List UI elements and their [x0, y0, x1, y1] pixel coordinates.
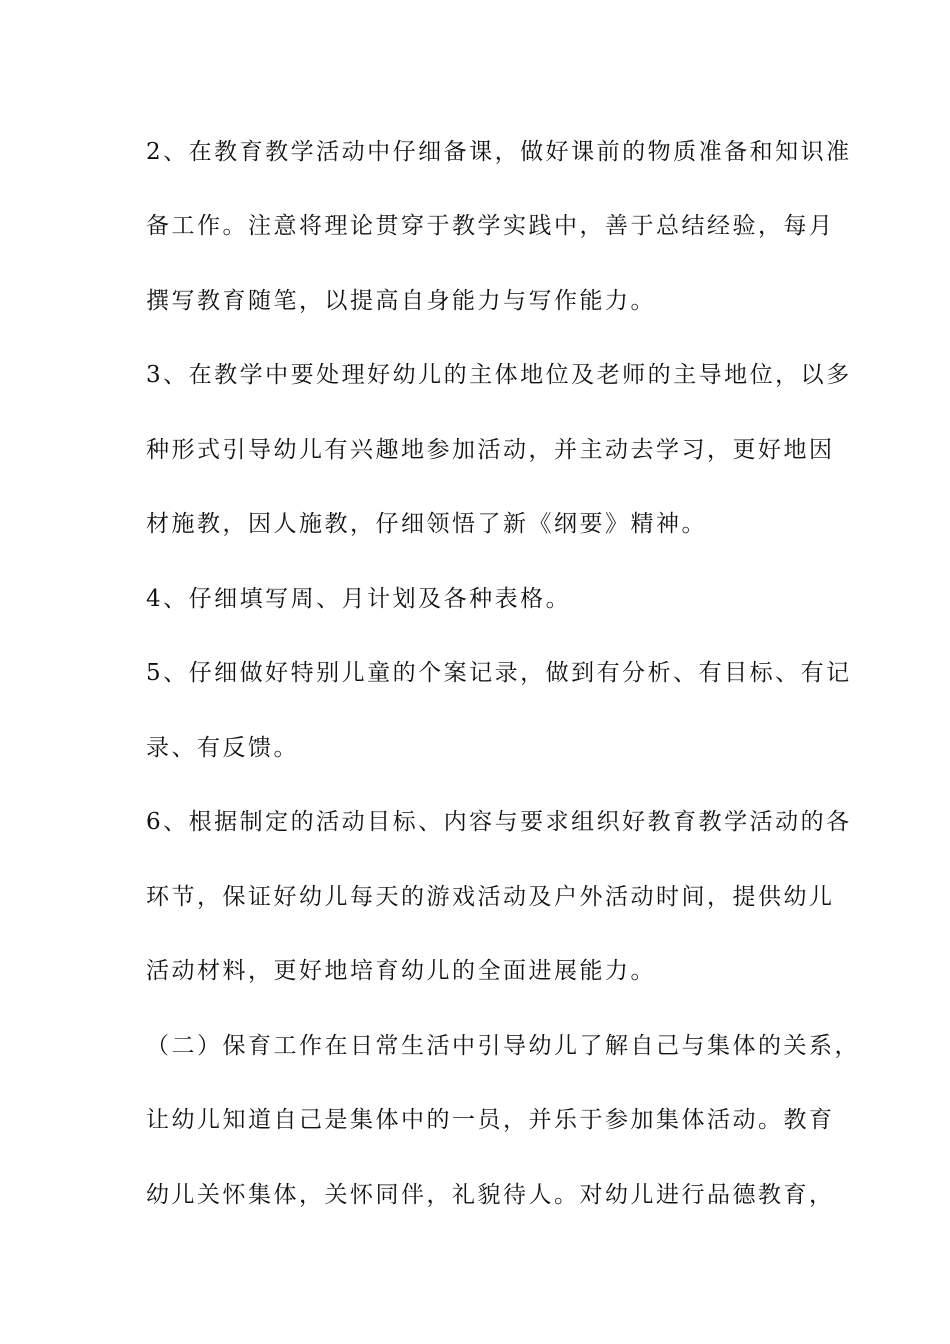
text-line: 4、仔细填写周、月计划及各种表格。 — [146, 586, 572, 612]
text-line: 备工作。注意将理论贯穿于教学实践中，善于总结经验，每月 — [146, 213, 835, 239]
text-line: 撰写教育随笔，以提高自身能力与写作能力。 — [146, 288, 656, 314]
text-line: 5、仔细做好特别儿童的个案记录，做到有分析、有目标、有记 — [146, 660, 852, 686]
text-line: 活动材料，更好地培育幼儿的全面进展能力。 — [146, 958, 656, 984]
text-line: 让幼儿知道自己是集体中的一员，并乐于参加集体活动。教育 — [146, 1107, 835, 1133]
text-line: 幼儿关怀集体，关怀同伴，礼貌待人。对幼儿进行品德教育， — [146, 1182, 835, 1208]
text-line: 种形式引导幼儿有兴趣地参加活动，并主动去学习，更好地因 — [146, 437, 835, 463]
text-line: 2、在教育教学活动中仔细备课，做好课前的物质准备和知识准 — [146, 139, 852, 165]
text-line: 材施教，因人施教，仔细领悟了新《纲要》精神。 — [146, 511, 707, 537]
text-line: 6、根据制定的活动目标、内容与要求组织好教育教学活动的各 — [146, 809, 852, 835]
text-line: 环节，保证好幼儿每天的游戏活动及户外活动时间，提供幼儿 — [146, 884, 835, 910]
text-line: （二）保育工作在日常生活中引导幼儿了解自己与集体的关系， — [146, 1033, 860, 1059]
text-line: 录、有反馈。 — [146, 735, 299, 761]
text-line: 3、在教学中要处理好幼儿的主体地位及老师的主导地位，以多 — [146, 362, 852, 388]
